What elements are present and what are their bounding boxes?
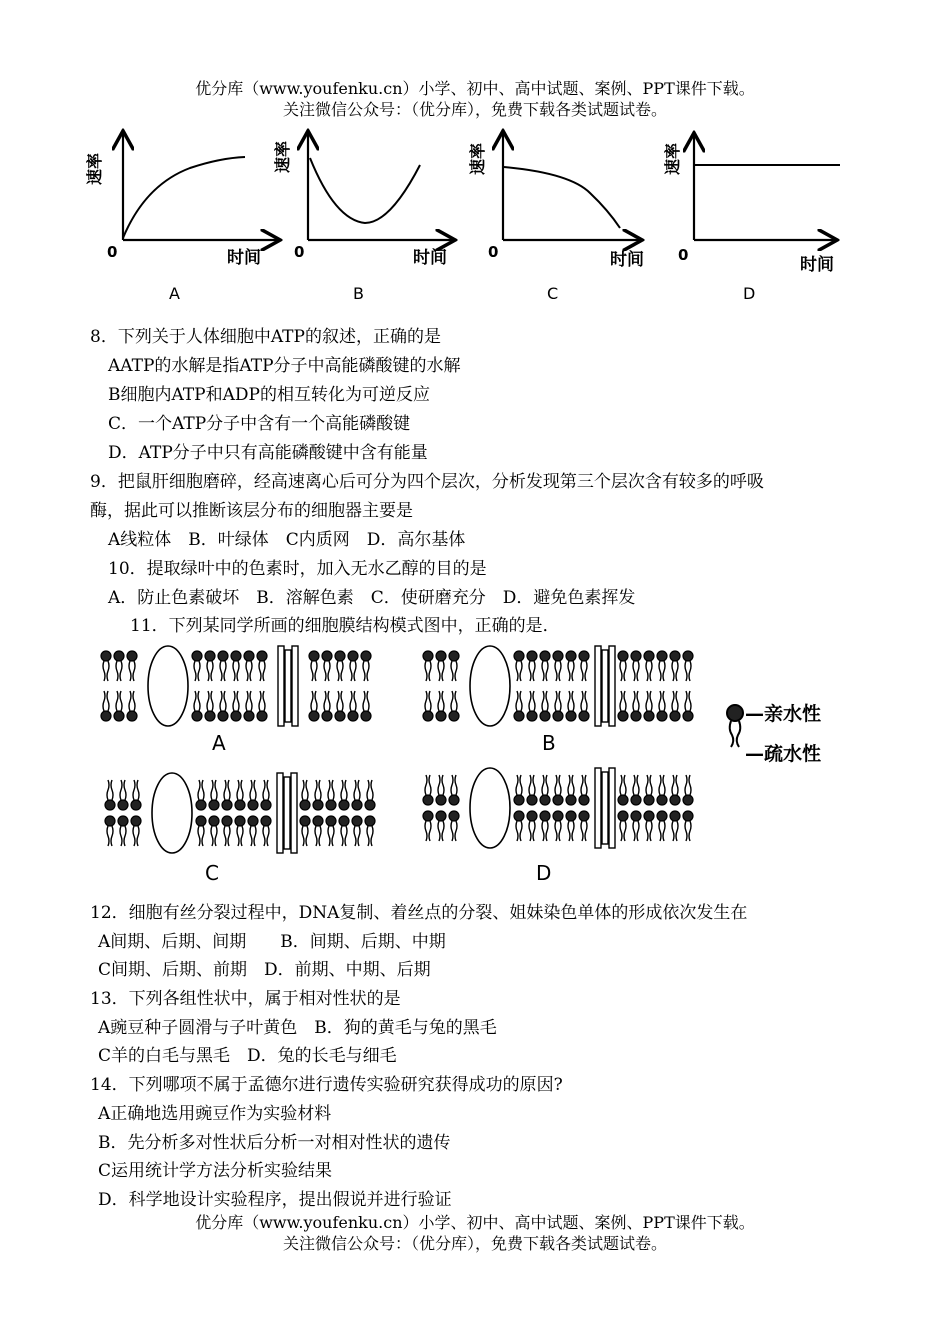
q10-options: A．防止色素破坏 B．溶解色素 C．使研磨充分 D．避免色素挥发: [108, 588, 636, 608]
q13-options-cd: C羊的白毛与黑毛 D．兔的长毛与细毛: [98, 1046, 397, 1066]
ylabel-d: 速率: [663, 142, 682, 175]
membrane-label-d: D: [536, 861, 552, 885]
xlabel-c: 时间: [610, 250, 644, 270]
xlabel-a: 时间: [227, 248, 261, 268]
origin-c: 0: [488, 243, 499, 261]
graph-d: [663, 135, 840, 303]
q14-option-c: C运用统计学方法分析实验结果: [98, 1161, 333, 1181]
membrane-a: [101, 646, 371, 726]
membrane-c: [105, 773, 375, 853]
origin-b: 0: [294, 243, 305, 261]
q10-stem: 10．提取绿叶中的色素时，加入无水乙醇的目的是: [108, 559, 487, 579]
graph-label-b: B: [353, 284, 364, 303]
membrane-label-b: B: [542, 731, 556, 755]
q14-stem: 14．下列哪项不属于孟德尔进行遗传实验研究获得成功的原因?: [90, 1075, 563, 1095]
graph-label-a: A: [169, 284, 180, 303]
q8-stem: 8．下列关于人体细胞中ATP的叙述，正确的是: [90, 327, 441, 347]
membrane-b: [423, 646, 693, 726]
q14-option-b: B．先分析多对性状后分析一对相对性状的遗传: [98, 1133, 451, 1153]
origin-d: 0: [678, 246, 689, 264]
ylabel-b: 速率: [273, 140, 292, 173]
origin-a: 0: [107, 243, 118, 261]
xlabel-b: 时间: [413, 248, 447, 268]
membrane-legend: [727, 702, 821, 765]
q8-option-d: D．ATP分子中只有高能磷酸键中含有能量: [108, 443, 428, 463]
q14-option-d: D．科学地设计实验程序，提出假说并进行验证: [98, 1190, 452, 1210]
graph-a: [85, 133, 278, 303]
q14-option-a: A正确地选用豌豆作为实验材料: [98, 1104, 332, 1124]
footer-line-2: 关注微信公众号：（优分库），免费下载各类试题试卷。: [282, 1234, 667, 1253]
rate-time-graphs: [85, 125, 860, 310]
ylabel-a: 速率: [85, 152, 104, 185]
q8-option-a: AATP的水解是指ATP分子中高能磷酸键的水解: [108, 356, 461, 376]
membrane-diagrams: [90, 638, 890, 888]
q12-stem: 12．细胞有丝分裂过程中，DNA复制、着丝点的分裂、姐妹染色单体的形成依次发生在: [90, 903, 748, 923]
q8-option-c: C．一个ATP分子中含有一个高能磷酸键: [108, 414, 411, 434]
q8-option-b: B细胞内ATP和ADP的相互转化为可逆反应: [108, 385, 430, 405]
graph-label-d: D: [743, 284, 756, 303]
legend-head-icon: [727, 705, 743, 721]
ylabel-c: 速率: [468, 142, 487, 175]
xlabel-d: 时间: [800, 255, 834, 275]
legend-hydrophilic: —亲水性: [745, 703, 822, 725]
membrane-label-c: C: [205, 861, 219, 885]
header-line-1: 优分库（www.youfenku.cn）小学、初中、高中试题、案例、PPT课件下载。: [195, 79, 755, 98]
membrane-d: [423, 768, 693, 848]
footer-line-1: 优分库（www.youfenku.cn）小学、初中、高中试题、案例、PPT课件下载。: [195, 1213, 755, 1232]
graph-c: [468, 133, 644, 303]
q11-stem: 11．下列某同学所画的细胞膜结构模式图中，正确的是．: [130, 616, 560, 636]
q9-stem-2: 酶，据此可以推断该层分布的细胞器主要是: [90, 501, 413, 521]
curve-c: [504, 167, 620, 228]
membrane-label-a: A: [212, 731, 226, 755]
header-line-2: 关注微信公众号：（优分库），免费下载各类试题试卷。: [282, 100, 667, 119]
curve-b: [310, 158, 420, 223]
q9-options: A线粒体 B．叶绿体 C内质网 D．高尔基体: [108, 530, 466, 550]
q12-options-ab: A间期、后期、间期 B．间期、后期、中期: [98, 932, 446, 952]
curve-a: [123, 157, 245, 238]
q12-options-cd: C间期、后期、前期 D．前期、中期、后期: [98, 960, 431, 980]
q9-stem-1: 9．把鼠肝细胞磨碎，经高速离心后可分为四个层次，分析发现第三个层次含有较多的呼吸: [90, 472, 764, 492]
graph-b: [273, 133, 453, 303]
q13-stem: 13．下列各组性状中，属于相对性状的是: [90, 989, 401, 1009]
graph-label-c: C: [547, 284, 559, 303]
legend-hydrophobic: —疏水性: [745, 743, 822, 765]
q13-options-ab: A豌豆种子圆滑与子叶黄色 B．狗的黄毛与兔的黑毛: [98, 1018, 497, 1038]
